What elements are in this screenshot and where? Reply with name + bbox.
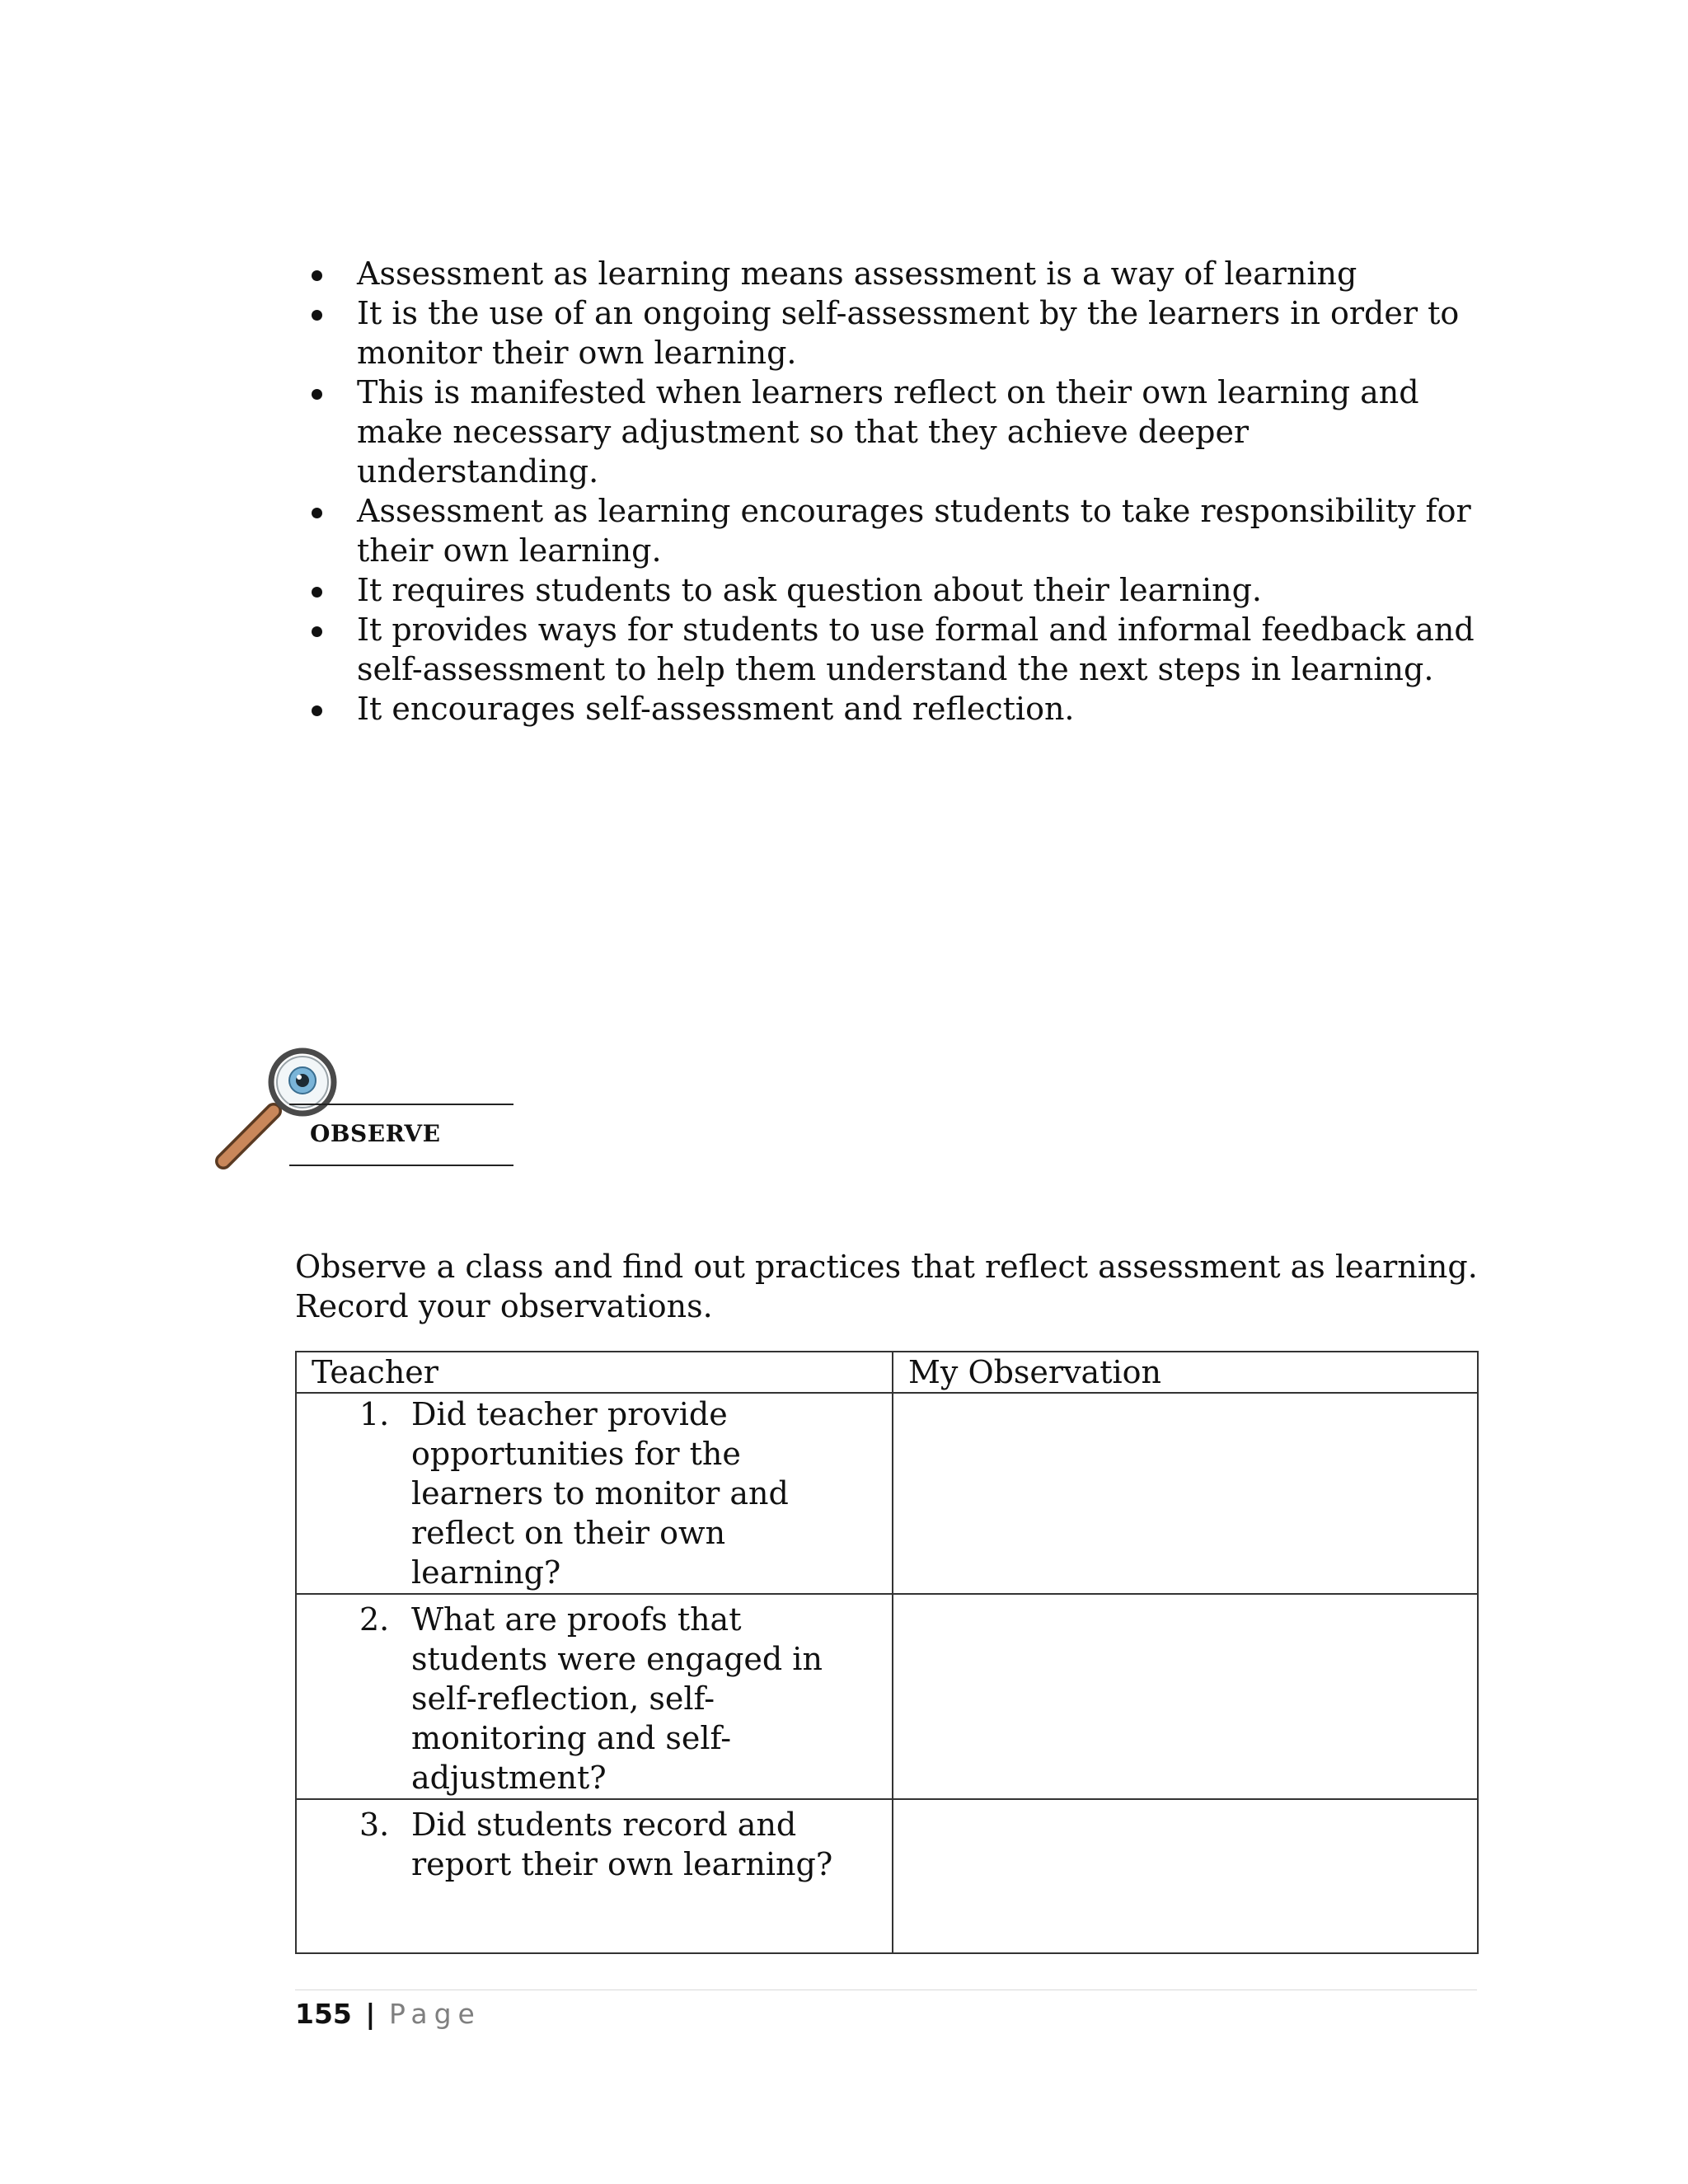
question-cell [296,1594,893,1799]
bullet-list [301,254,1496,729]
list-item: It provides ways for students to use formal and informal feedback and self-assessment to help them understand the next steps in learning. [301,610,1496,689]
column-header-teacher: Teacher [296,1352,893,1393]
question-cell [296,1799,893,1953]
list-item: It encourages self-assessment and reflection. [301,689,1496,729]
question-number: 2. [359,1601,390,1638]
list-item: This is manifested when learners reflect on their own learning and make necessary adjustment so that they achieve deeper understanding. [301,373,1496,491]
list-item: It requires students to ask question about their learning. [301,570,1496,610]
table-row [296,1799,1478,1953]
observation-cell[interactable] [893,1393,1478,1594]
question-text: Did students record and report their own learning? [411,1807,833,1882]
observe-section-badge [210,1034,523,1199]
page-label: Page [388,1998,481,2030]
bullet-icon [312,389,322,400]
table-header-row [296,1352,1478,1393]
observation-cell[interactable] [893,1799,1478,1953]
page-footer [295,1996,481,2032]
bullet-icon [312,587,322,598]
list-item: Assessment as learning encourages students to take responsibility for their own learning. [301,491,1496,570]
question-text: Did teacher provide opportunities for the learners to monitor and reflect on their own learning? [411,1396,789,1591]
table-row [296,1393,1478,1594]
column-header-observation: My Observation [893,1352,1478,1393]
page-number: 155 [295,1998,352,2030]
bullet-icon [312,626,322,637]
question-cell [296,1393,893,1594]
observation-cell[interactable] [893,1594,1478,1799]
bullet-icon [312,270,322,281]
divider [289,1165,513,1166]
question-number: 3. [359,1807,390,1843]
footer-separator: | [365,1998,376,2030]
instruction-text: Observe a class and find out practices that reflect assessment as learning. Record your observations. [295,1249,1478,1324]
table-row [296,1594,1478,1799]
bullet-icon [312,705,322,716]
magnifying-glass-eye-icon [210,1034,375,1199]
divider [289,1104,513,1105]
observe-label: OBSERVE [310,1120,441,1147]
bullet-icon [312,508,322,518]
question-number: 1. [359,1396,390,1432]
bullet-icon [312,310,322,321]
list-item: It is the use of an ongoing self-assessment by the learners in order to monitor their own learning. [301,293,1496,373]
observation-table [295,1351,1479,1954]
list-item: Assessment as learning means assessment is a way of learning [301,254,1496,293]
question-text: What are proofs that students were engaged in self-reflection, self-monitoring and self-adjustment? [411,1601,823,1796]
